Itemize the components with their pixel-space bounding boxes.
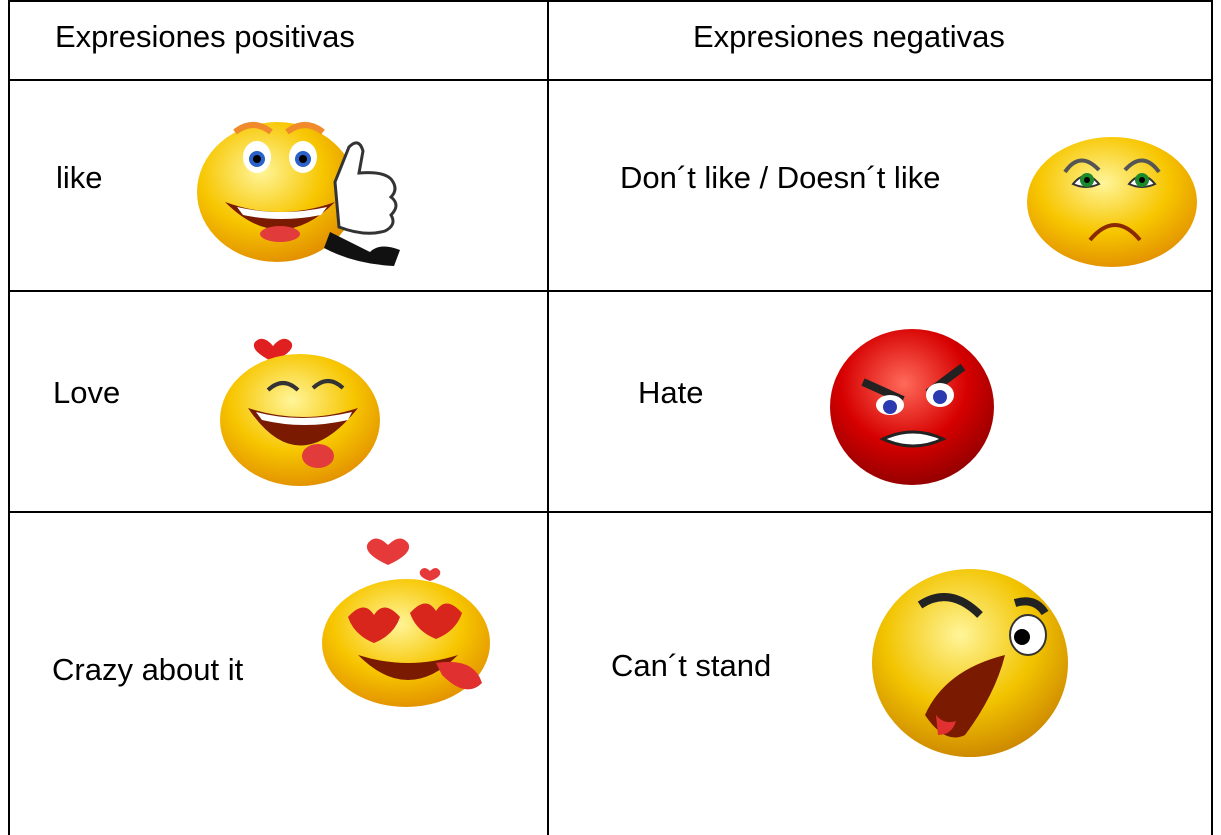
label-hate: Hate: [638, 375, 704, 410]
label-cant-stand: Can´t stand: [611, 648, 772, 683]
laughing-heart-smiley-icon: [218, 328, 388, 488]
table-border-top: [8, 0, 1213, 2]
angry-red-smiley-icon: [828, 327, 998, 487]
table-border-right: [1211, 0, 1213, 835]
label-love: Love: [53, 375, 121, 410]
thumbs-up-smiley-icon: [195, 112, 415, 272]
label-crazy-about-it: Crazy about it: [52, 652, 244, 687]
heart-eyes-smiley-icon: [318, 535, 498, 710]
header-negative: Expresiones negativas: [693, 19, 1005, 54]
table-row-divider: [8, 511, 1213, 513]
label-dont-like: Don´t like / Doesn´t like: [620, 160, 941, 195]
header-positive: Expresiones positivas: [55, 19, 355, 54]
table-row-divider: [8, 79, 1213, 81]
label-like: like: [56, 160, 103, 195]
table-column-divider: [547, 0, 549, 835]
sad-smiley-icon: [1025, 122, 1200, 272]
table-row-divider: [8, 290, 1213, 292]
disgusted-smiley-icon: [870, 565, 1075, 765]
table-border-left: [8, 0, 10, 835]
